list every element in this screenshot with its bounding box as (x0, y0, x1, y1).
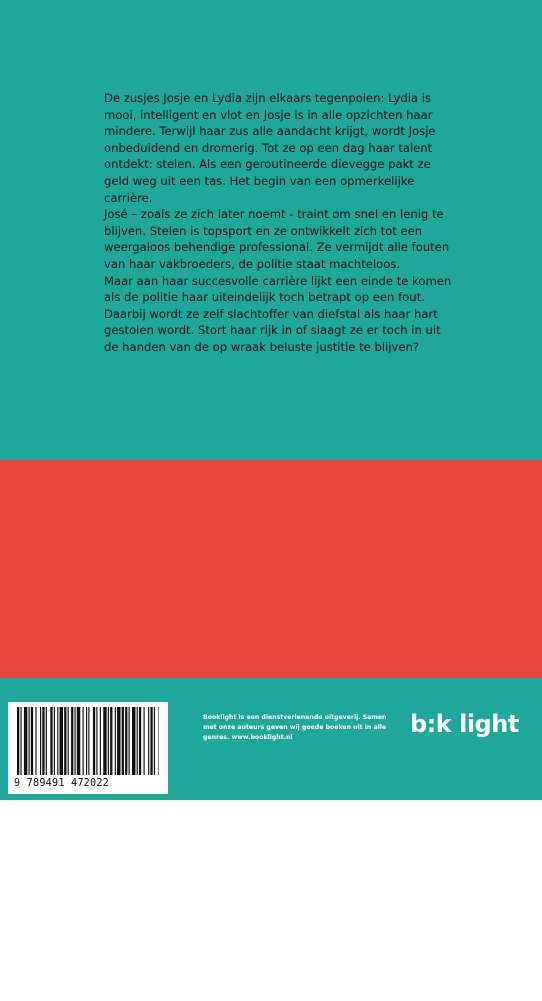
barcode-bar (93, 707, 95, 775)
blurb-paragraph: José – zoals ze zich later noemt - traint om snel en lenig te blijven. Stelen is topsport en ze ontwikkelt zich tot een weergaloos behendige professional. Ze vermijdt alle fouten van haar vakbroeders, de politie staat machteloos. (104, 207, 450, 271)
barcode-bar (103, 707, 106, 775)
barcode-bar (88, 707, 89, 775)
barcode-bar (154, 707, 155, 775)
barcode-bar (42, 707, 44, 775)
isbn-digits: 9 789491 472022 (14, 778, 110, 789)
blurb-text (104, 90, 456, 356)
barcode-bar (31, 707, 33, 775)
blurb-paragraph: Maar aan haar succesvolle carrière lijkt een einde te komen als de politie haar uiteindelijk toch betrapt op een fout. Daarbij wordt ze zelf slachtoffer van diefstal als haar hart gestolen wordt. Stort haar rijk in of slaagt ze er toch in uit de handen van de op wraak beluste justitie te blijven? (104, 273, 452, 354)
author-bio: Abel de Jong (1940) is planologisch jurist en woont afwisselend in Nederland en Israël. Na zijn pensionering is hij boeken gaan schrijven. Hij is getrouwd en heeft vier kinderen. (104, 952, 498, 999)
barcode-bar (50, 707, 52, 775)
barcode-bar (20, 707, 21, 775)
publisher-logo: b:k light (410, 710, 519, 738)
barcode-bar (46, 707, 47, 775)
publisher-description: Booklight is een dienstverlenende uitgeverij. Samen met onze auteurs geven wij goede boeken uit in alle genres. www.booklight.nl (203, 714, 387, 742)
barcode-bar (144, 707, 145, 775)
barcode-bar (96, 707, 97, 775)
barcode-bar (35, 707, 36, 775)
barcode-bar (24, 707, 27, 775)
isbn-barcode (8, 702, 168, 794)
barcode-bar (158, 707, 159, 775)
barcode-bar (71, 707, 73, 775)
barcode-bar (110, 707, 112, 775)
barcode-bar (132, 707, 135, 775)
barcode-bar (64, 707, 66, 775)
barcode-bar (129, 707, 130, 775)
barcode-bar (60, 707, 63, 775)
barcode-bar (17, 707, 19, 775)
barcode-bar (77, 707, 80, 775)
barcode-bar (54, 707, 55, 775)
barcode-bar (139, 707, 141, 775)
barcode-bar (57, 707, 58, 775)
barcode-bar (75, 707, 76, 775)
barcode-bar (86, 707, 87, 775)
barcode-bar (150, 707, 152, 775)
barcode-bar (83, 707, 84, 775)
barcode-bar (148, 707, 149, 775)
barcode-bar (40, 707, 41, 775)
blurb-paragraph: De zusjes Josje en Lydia zijn elkaars tegenpolen: Lydia is mooi, intelligent en vlot en Josje is in alle opzichten haar mindere. Terwijl haar zus alle aandacht krijgt, wordt Josje onbeduidend en dromerig. Tot ze op een dag haar talent ontdekt: stelen. Als een geroutineerde dievegge pakt ze geld weg uit een tas. Het begin van een opmerkelijke carrière. (104, 91, 436, 205)
barcode-bar (29, 707, 30, 775)
barcode-bar (108, 707, 109, 775)
barcode-bar (122, 707, 124, 775)
barcode-bars (17, 707, 159, 775)
barcode-bar (125, 707, 127, 775)
barcode-bar (117, 707, 120, 775)
barcode-bar (137, 707, 138, 775)
barcode-bar (115, 707, 116, 775)
barcode-bar (100, 707, 101, 775)
barcode-bar (68, 707, 69, 775)
